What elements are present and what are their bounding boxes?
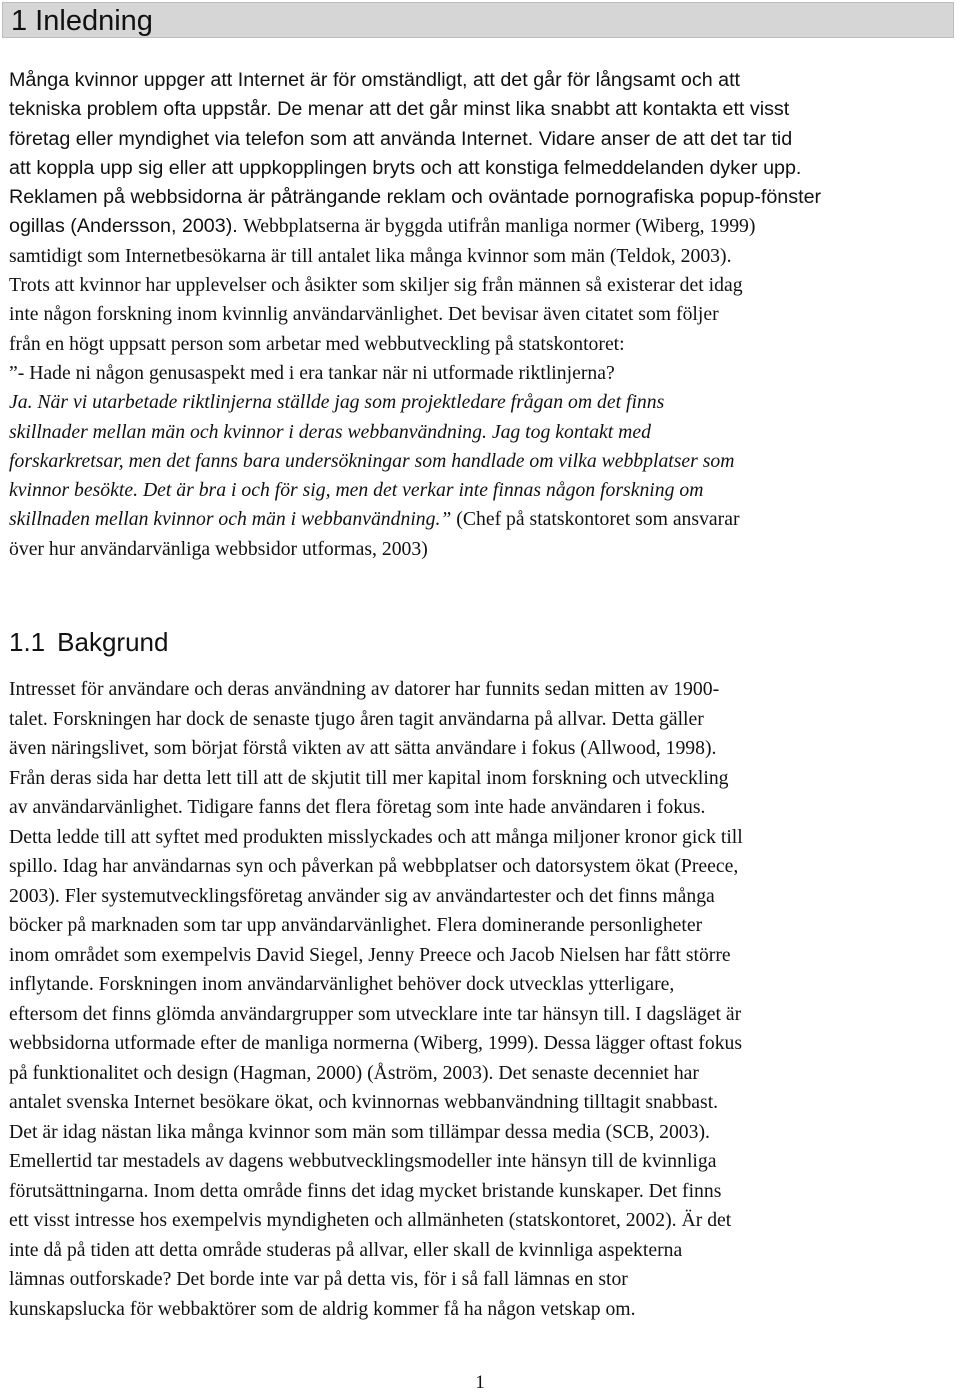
- quote-text: skillnaden mellan kvinnor och män i webbanvändning.”: [9, 508, 457, 531]
- text-line: Från deras sida har detta lett till att de skjutit till mer kapital inom forskning och utveckling: [9, 766, 729, 789]
- text-line: lämnas outforskade? Det borde inte var på detta vis, för i så fall lämnas en stor: [9, 1268, 628, 1290]
- section-title: Bakgrund: [57, 627, 169, 657]
- text-run: ogillas (Andersson, 2003).: [9, 215, 244, 238]
- text-line: inom området som exempelvis David Siegel, Jenny Preece och Jacob Nielsen har fått större: [9, 943, 731, 966]
- text-line: inflytande. Forskningen inom användarvänlighet behöver dock utvecklas ytterligare,: [9, 973, 675, 995]
- text-line: [9, 476, 951, 505]
- text-run: Trots att kvinnor har upplevelser och åsikter som skiljer sig från männen så existerar det idag: [9, 274, 743, 297]
- text-line: Emellertid tar mestadels av dagens webbutvecklingsmodeller inte hänsyn till de kvinnliga: [9, 1150, 717, 1172]
- text-line: [9, 535, 951, 564]
- text-line: på funktionalitet och design (Hagman, 2000) (Åström, 2003). Det senaste decenniet har: [9, 1061, 699, 1084]
- text-line: [9, 242, 951, 271]
- text-run: inte någon forskning inom kvinnlig användarvänlighet. Det bevisar även citatet som följer: [9, 303, 719, 326]
- text-line: eftersom det finns glömda användargrupper som utvecklare inte tar hänsyn till. I dagsläget är: [9, 1002, 742, 1025]
- text-line: Intresset för användare och deras användning av datorer har funnits sedan mitten av 1900-: [9, 678, 720, 700]
- text-run: från en högt uppsatt person som arbetar med webbutveckling på statskontoret:: [9, 332, 625, 355]
- text-line: [9, 183, 951, 212]
- text-line: [9, 359, 951, 388]
- quote-text: skillnader mellan män och kvinnor i deras webbanvändning. Jag tog kontakt med: [9, 420, 651, 443]
- text-line: [9, 271, 951, 300]
- text-line: [9, 154, 951, 183]
- text-line: spillo. Idag har användarnas syn och påverkan på webbplatser och datorsystem ökat (Preece,: [9, 855, 739, 877]
- quote-text: Ja. När vi utarbetade riktlinjerna ställde jag som projektledare frågan om det finns: [9, 391, 665, 414]
- text-run: företag eller myndighet via telefon som att använda Internet. Vidare anser de att det tar tid: [9, 127, 793, 150]
- text-line: förutsättningarna. Inom detta område finns det idag mycket bristande kunskaper. Det finns: [9, 1179, 722, 1202]
- text-line: [9, 447, 951, 476]
- text-line: Detta ledde till att syftet med produkten misslyckades och att många miljoner kronor gick till: [9, 825, 743, 848]
- text-line: Det är idag nästan lika många kvinnor som män som tillämpar dessa media (SCB, 2003).: [9, 1120, 710, 1143]
- quote-text: kvinnor besökte. Det är bra i och för sig, men det verkar inte finnas någon forskning om: [9, 479, 704, 502]
- text-run: ”- Hade ni någon genusaspekt med i era tankar när ni utformade riktlinjerna?: [9, 361, 615, 384]
- text-line: [9, 125, 951, 154]
- text-line: ett visst intresse hos exempelvis myndigheten och allmänheten (statskontoret, 2002). Är det: [9, 1209, 732, 1231]
- text-line: antalet svenska Internet besökare ökat, och kvinnornas webbanvändning tilltagit snabbast.: [9, 1091, 719, 1113]
- text-run: Reklamen på webbsidorna är påträngande reklam och oväntade pornografiska popup-fönster: [9, 186, 822, 209]
- text-line: [9, 95, 951, 124]
- text-line: [9, 212, 951, 241]
- text-run: tekniska problem ofta uppstår. De menar att det går minst lika snabbt att kontakta ett visst: [9, 98, 790, 121]
- introduction-paragraph: [9, 66, 951, 564]
- text-line: [9, 505, 951, 534]
- text-line: [9, 330, 951, 359]
- text-run: Webbplatserna är byggda utifrån manliga normer (Wiberg, 1999): [243, 215, 756, 238]
- text-run: samtidigt som Internetbesökarna är till antalet lika många kvinnor som män (Teldok, 2003).: [9, 244, 732, 267]
- text-run: att koppla upp sig eller att uppkopplingen bryts och att konstiga felmeddelanden dyker upp.: [9, 156, 802, 179]
- text-line: 2003). Fler systemutvecklingsföretag använder sig av användartester och det finns många: [9, 884, 715, 907]
- section-heading: [9, 626, 168, 658]
- background-paragraph: [9, 675, 951, 1324]
- text-line: [9, 418, 951, 447]
- text-line: kunskapslucka för webbaktörer som de aldrig kommer få ha någon vetskap om.: [9, 1297, 636, 1320]
- text-line: talet. Forskningen har dock de senaste tjugo åren tagit användarna på allvar. Detta gäller: [9, 707, 704, 730]
- page-number: 1: [475, 1372, 485, 1393]
- text-run: Många kvinnor uppger att Internet är för omständligt, att det går för långsamt och att: [9, 69, 741, 91]
- text-line: böcker på marknaden som tar upp användarvänlighet. Flera dominerande personligheter: [9, 914, 703, 936]
- quote-text: forskarkretsar, men det fanns bara undersökningar som handlade om vilka webbplatser som: [9, 449, 735, 472]
- section-number: 1.1: [9, 627, 46, 657]
- text-line: [9, 388, 951, 417]
- text-line: [9, 66, 951, 95]
- text-line: av användarvänlighet. Tidigare fanns det flera företag som inte hade användaren i fokus.: [9, 796, 706, 818]
- text-line: [9, 300, 951, 329]
- text-line: även näringslivet, som börjat förstå vikten av att sätta användare i fokus (Allwood, 1998).: [9, 737, 717, 759]
- chapter-heading: 1 Inledning: [2, 2, 954, 38]
- text-line: webbsidorna utformade efter de manliga normerna (Wiberg, 1999). Dessa lägger oftast fokus: [9, 1032, 743, 1054]
- text-run: över hur användarvänliga webbsidor utformas, 2003): [9, 537, 428, 560]
- text-run: (Chef på statskontoret som ansvarar: [456, 508, 740, 531]
- text-line: inte då på tiden att detta område studeras på allvar, eller skall de kvinnliga aspekterna: [9, 1238, 683, 1261]
